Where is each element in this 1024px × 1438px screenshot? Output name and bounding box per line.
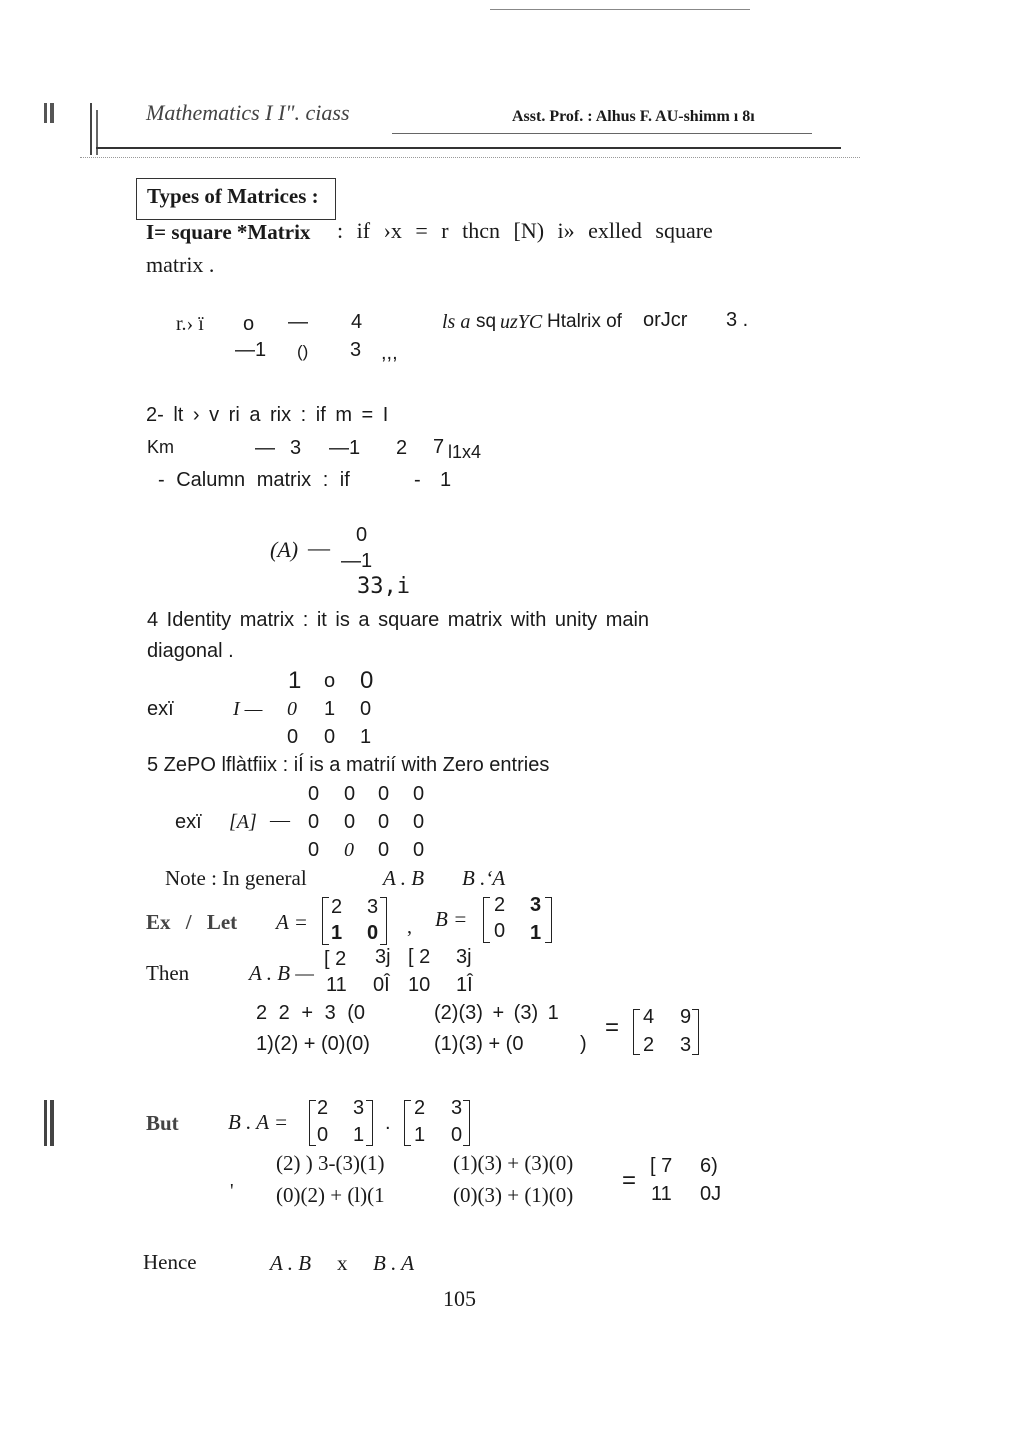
column-val-0: 0 (356, 524, 368, 546)
column-val-2: 33,i (357, 574, 410, 599)
z-r1-c0: 0 (308, 811, 320, 833)
calc1-r1b: (2)(3) + (3) 1 (434, 1002, 559, 1024)
sq-desc-f: 3 . (726, 309, 749, 331)
row-val-2: —1 (329, 437, 361, 459)
row-prefix: Km (147, 437, 174, 457)
z-r1-c3: 0 (413, 811, 425, 833)
z-r0-c0: 0 (308, 783, 320, 805)
but-dot: . (385, 1112, 391, 1134)
result1-right-bracket (692, 1009, 699, 1055)
id-r1-c1: 1 (324, 698, 336, 720)
matrix-b-right-bracket (545, 897, 552, 943)
z-r2-c2: 0 (378, 839, 390, 861)
note-ab: A . B (383, 866, 425, 890)
sq-desc-c: uzYC (500, 311, 543, 333)
row-sub: l1x4 (448, 442, 482, 462)
header-title: Mathematics I I". ciass (146, 100, 350, 125)
left-margin-mark (44, 103, 47, 123)
column-dash: — (308, 535, 330, 560)
calc2-r2a: (0)(2) + (l)(1 (276, 1183, 385, 1207)
row-label: 2- lt › v ri a rix : if m = I (146, 404, 389, 426)
bm2-r0-c1: 3 (451, 1097, 463, 1119)
example-label: Ex / Let (146, 910, 238, 934)
z-r2-c3: 0 (413, 839, 425, 861)
z-r1-c1: 0 (344, 811, 356, 833)
matrix-a-left-bracket (322, 897, 329, 945)
b-r0-c1: 3 (530, 894, 542, 916)
identity-prefix: exï (147, 698, 174, 720)
sq-r1-1: — (288, 311, 308, 333)
then-expr: A . B — (249, 961, 314, 985)
left-margin-mark-3 (44, 1100, 47, 1146)
bm1-r1-c0: 0 (317, 1124, 329, 1146)
b-r1-c1: 1 (530, 922, 542, 944)
sq-desc-d: Htalrix of (547, 311, 622, 332)
sq-r2-3: ,,, (381, 342, 398, 364)
column-val-1: —1 (341, 550, 373, 572)
z-r0-c1: 0 (344, 783, 356, 805)
then-m1-d: 0Î (373, 974, 390, 996)
id-r0-c0: 1 (288, 667, 302, 694)
calc1-r2a: 1)(2) + (0)(0) (256, 1033, 370, 1055)
hence-label: Hence (143, 1250, 197, 1274)
but-m2-right-bracket (463, 1100, 470, 1146)
header-bracket-left (90, 103, 92, 155)
z-r0-c2: 0 (378, 783, 390, 805)
z-r0-c3: 0 (413, 783, 425, 805)
then-m1-c: 11 (326, 974, 347, 996)
page-number: 105 (443, 1286, 476, 1311)
r1-r0-c0: 4 (643, 1006, 655, 1028)
bm1-r1-c1: 1 (353, 1124, 365, 1146)
zero-prefix: exï (175, 811, 202, 833)
bm2-r0-c0: 2 (414, 1097, 426, 1119)
then-m2-a: [ 2 (408, 946, 431, 968)
matrix-a-right-bracket (380, 897, 387, 945)
hence-ab: A . B (270, 1251, 312, 1275)
hence-ba: B . A (373, 1251, 415, 1275)
bm2-r1-c0: 1 (414, 1124, 426, 1146)
a-r1-c0: 1 (331, 922, 343, 944)
square-example-prefix: r.› ï (176, 313, 204, 335)
z-r2-c0: 0 (308, 839, 320, 861)
bm1-r0-c1: 3 (353, 1097, 365, 1119)
column-name: (A) (270, 537, 299, 562)
matrix-a-name: A = (276, 910, 308, 934)
but-m2-left-bracket (404, 1100, 411, 1146)
left-margin-mark-4 (50, 1100, 54, 1146)
note-ba: B .‘A (462, 866, 506, 890)
note-text: Note : In general (165, 866, 307, 890)
z-r2-c1: 0 (344, 839, 354, 861)
id-r1-c0: 0 (287, 698, 297, 720)
then-m1-b: 3j (375, 946, 391, 968)
then-m2-b: 3j (456, 946, 472, 968)
identity-name: I — (233, 698, 263, 720)
id-r2-c0: 0 (287, 726, 299, 748)
sq-r2-1: () (297, 342, 309, 361)
calc2-r2b: (0)(3) + (1)(0) (453, 1183, 574, 1207)
then-label: Then (146, 961, 190, 985)
column-cond-1: 1 (440, 469, 452, 491)
header-author: Asst. Prof. : Alhus F. AU-shimm ı 8ı (512, 108, 755, 125)
id-r2-c1: 0 (324, 726, 336, 748)
sq-desc-e: orJcr (643, 309, 688, 331)
row-val-1: 3 (290, 437, 302, 459)
header-dots (80, 157, 860, 168)
result2-a: [ 7 (650, 1155, 673, 1177)
square-text: : if ›x = r thcn [N) i» exlled square (337, 218, 713, 243)
sq-desc-b: sq (476, 311, 497, 332)
bm2-r1-c1: 0 (451, 1124, 463, 1146)
sq-r2-0: —1 (235, 339, 267, 361)
square-label: I= square *Matrix (146, 220, 311, 244)
but-label: But (146, 1111, 179, 1135)
result1-eq: = (605, 1014, 620, 1041)
left-margin-mark-2 (50, 103, 54, 123)
id-r1-c2: 0 (360, 698, 372, 720)
header-rule-short (392, 133, 812, 134)
section-title: Types of Matrices : (147, 184, 319, 208)
sq-r1-0: o (243, 313, 255, 335)
then-m2-c: 10 (408, 974, 431, 996)
a-r0-c0: 2 (331, 896, 343, 918)
row-val-4: 7 (433, 436, 445, 458)
identity-label-2: diagonal . (147, 640, 234, 662)
column-cond-0: - (414, 469, 421, 491)
result2-b: 6) (700, 1155, 718, 1177)
a-r0-c1: 3 (367, 896, 379, 918)
square-text-2: matrix . (146, 252, 215, 277)
row-val-3: 2 (396, 437, 408, 459)
b-r0-c0: 2 (494, 894, 506, 916)
sq-r2-2: 3 (350, 339, 362, 361)
result2-d: 0J (700, 1183, 722, 1205)
row-val-0: — (255, 437, 275, 459)
matrix-b-left-bracket (483, 897, 490, 943)
but-m1-left-bracket (309, 1100, 316, 1146)
example-comma: , (407, 916, 412, 938)
identity-label: 4 Identity matrix : it is a square matrix with unity main (147, 609, 650, 631)
z-r1-c2: 0 (378, 811, 390, 833)
b-r1-c0: 0 (494, 920, 506, 942)
calc1-r2b: (1)(3) + (0 (434, 1033, 524, 1055)
result1-left-bracket (633, 1009, 640, 1055)
id-r2-c2: 1 (360, 726, 372, 748)
but-expr: B . A = (228, 1110, 289, 1134)
then-m1-a: [ 2 (324, 948, 347, 970)
result2-c: 11 (651, 1183, 672, 1205)
a-r1-c1: 0 (367, 922, 379, 944)
result2-eq: = (622, 1167, 637, 1194)
but-m1-right-bracket (366, 1100, 373, 1146)
hence-x: x (337, 1251, 348, 1275)
top-scan-line (490, 9, 750, 10)
r1-r1-c1: 3 (680, 1034, 692, 1056)
column-label: - Calumn matrix : if (158, 469, 350, 491)
r1-r1-c0: 2 (643, 1034, 655, 1056)
zero-dash: — (270, 809, 290, 831)
zero-label: 5 ZePO lflàtfiix : iÍ is a matrií with Zero entries (147, 754, 550, 776)
calc1-r1a: 2 2 + 3 (0 (256, 1002, 366, 1024)
matrix-b-name: B = (435, 907, 468, 931)
calc2-r1b: (1)(3) + (3)(0) (453, 1151, 574, 1175)
calc2-tick: ' (230, 1180, 234, 1202)
header-rule (96, 147, 841, 149)
id-r0-c2: 0 (360, 667, 374, 694)
sq-r1-2: 4 (351, 311, 363, 333)
sq-desc-a: ls a (442, 311, 471, 333)
id-r0-c1: o (324, 670, 336, 692)
calc2-r1a: (2) ) 3-(3)(1) (276, 1151, 385, 1175)
bm1-r0-c0: 2 (317, 1097, 329, 1119)
r1-r0-c1: 9 (680, 1006, 692, 1028)
then-m2-d: 1Î (456, 974, 473, 996)
calc1-r2c: ) (580, 1033, 587, 1055)
zero-name: [A] (229, 811, 257, 833)
